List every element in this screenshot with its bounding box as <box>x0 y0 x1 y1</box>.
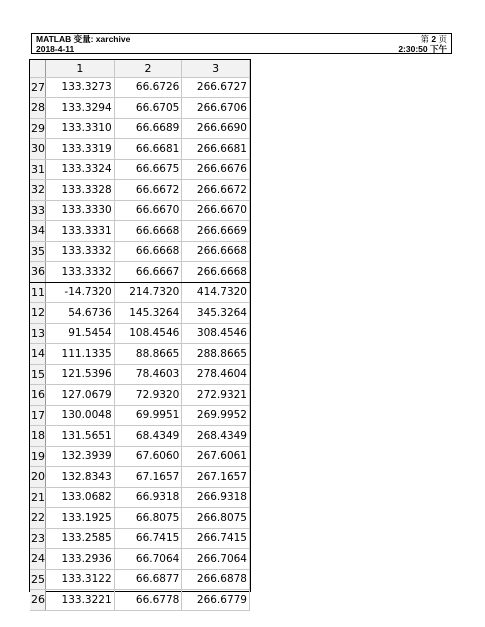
table-cell[interactable]: 133.1925 <box>46 508 115 529</box>
header-date: 2018-4-11 <box>36 44 75 54</box>
table-cell[interactable]: 145.3264 <box>114 303 182 324</box>
table-cell[interactable]: 131.5651 <box>46 426 115 447</box>
table-row <box>30 446 250 467</box>
table-row <box>30 487 250 508</box>
column-header[interactable]: 2 <box>114 60 182 77</box>
table-row <box>30 159 250 180</box>
table-cell[interactable]: 133.3330 <box>46 200 115 221</box>
table-cell[interactable]: 266.6670 <box>182 200 250 221</box>
table-cell[interactable]: 133.3310 <box>46 118 115 139</box>
table-cell[interactable]: 267.6061 <box>182 446 250 467</box>
header-time: 2:30:50 下午 <box>398 44 447 54</box>
page-header <box>31 33 452 54</box>
table-cell[interactable]: 66.6778 <box>114 590 182 611</box>
row-header[interactable]: 24 <box>30 549 46 570</box>
table-cell[interactable]: 266.6779 <box>182 590 250 611</box>
table-cell[interactable]: 66.6670 <box>114 200 182 221</box>
table-cell[interactable]: 266.6690 <box>182 118 250 139</box>
page-number <box>398 34 447 44</box>
header-left <box>36 34 130 54</box>
table-cell[interactable]: 214.7320 <box>114 282 182 303</box>
table-cell[interactable]: 66.9318 <box>114 487 182 508</box>
table-cell[interactable]: 133.2936 <box>46 549 115 570</box>
table-cell[interactable]: 414.7320 <box>182 282 250 303</box>
table-row <box>30 385 250 406</box>
row-header[interactable]: 11 <box>30 282 46 303</box>
table-row <box>30 262 250 283</box>
table-cell[interactable]: 66.7064 <box>114 549 182 570</box>
row-header[interactable]: 16 <box>30 385 46 406</box>
table-cell[interactable]: 133.3273 <box>46 77 115 98</box>
table-row <box>30 241 250 262</box>
row-header[interactable]: 22 <box>30 508 46 529</box>
table-cell[interactable]: 133.3294 <box>46 98 115 119</box>
table-cell[interactable]: 133.3332 <box>46 262 115 283</box>
table-cell[interactable]: 130.0048 <box>46 405 115 426</box>
table-cell[interactable]: 66.7415 <box>114 528 182 549</box>
table-cell[interactable]: 266.6727 <box>182 77 250 98</box>
table-row <box>30 344 250 365</box>
row-header[interactable]: 21 <box>30 487 46 508</box>
table-cell[interactable]: 66.6689 <box>114 118 182 139</box>
table-cell[interactable]: 308.4546 <box>182 323 250 344</box>
table-cell[interactable]: 267.1657 <box>182 467 250 488</box>
table-cell[interactable]: 266.6672 <box>182 180 250 201</box>
table-cell[interactable]: 266.7064 <box>182 549 250 570</box>
table-cell[interactable]: 66.6675 <box>114 159 182 180</box>
table-cell[interactable]: 266.6676 <box>182 159 250 180</box>
row-header[interactable]: 34 <box>30 221 46 242</box>
table-row <box>30 221 250 242</box>
table-cell[interactable]: 133.3328 <box>46 180 115 201</box>
table-cell[interactable]: 133.3122 <box>46 569 115 590</box>
page-num: 2 <box>431 34 437 44</box>
table-cell[interactable]: 111.1335 <box>46 344 115 365</box>
table-cell[interactable]: 345.3264 <box>182 303 250 324</box>
table-cell[interactable]: 266.6681 <box>182 139 250 160</box>
table-row <box>30 200 250 221</box>
table-cell[interactable]: 66.8075 <box>114 508 182 529</box>
table-row <box>30 282 250 303</box>
table-cell[interactable]: 72.9320 <box>114 385 182 406</box>
column-header[interactable]: 1 <box>46 60 115 77</box>
table-row <box>30 77 250 98</box>
table-cell[interactable]: 54.6736 <box>46 303 115 324</box>
column-header[interactable]: 3 <box>182 60 250 77</box>
table-cell[interactable]: 133.3324 <box>46 159 115 180</box>
table-cell[interactable]: 132.3939 <box>46 446 115 467</box>
table-cell[interactable]: 108.4546 <box>114 323 182 344</box>
table-cell[interactable]: 66.6877 <box>114 569 182 590</box>
row-header[interactable]: 29 <box>30 118 46 139</box>
row-header[interactable]: 31 <box>30 159 46 180</box>
table-cell[interactable]: 266.6668 <box>182 262 250 283</box>
row-header[interactable]: 25 <box>30 569 46 590</box>
table-cell[interactable]: 88.8665 <box>114 344 182 365</box>
table-row <box>30 549 250 570</box>
table-cell[interactable]: 269.9952 <box>182 405 250 426</box>
table-row <box>30 528 250 549</box>
table-row <box>30 303 250 324</box>
table-cell[interactable]: 133.3319 <box>46 139 115 160</box>
row-header[interactable]: 12 <box>30 303 46 324</box>
row-header[interactable]: 17 <box>30 405 46 426</box>
row-header[interactable]: 28 <box>30 98 46 119</box>
page-prefix: 第 <box>420 34 429 44</box>
table-cell[interactable]: 121.5396 <box>46 364 115 385</box>
row-header[interactable]: 20 <box>30 467 46 488</box>
table-cell[interactable]: 266.9318 <box>182 487 250 508</box>
table-cell[interactable]: 133.3221 <box>46 590 115 611</box>
column-header-row <box>30 60 250 77</box>
row-header[interactable]: 36 <box>30 262 46 283</box>
table-cell[interactable]: 66.6681 <box>114 139 182 160</box>
table-row <box>30 118 250 139</box>
table-cell[interactable]: -14.7320 <box>46 282 115 303</box>
table-cell[interactable]: 266.6668 <box>182 241 250 262</box>
table-row <box>30 323 250 344</box>
row-header[interactable]: 30 <box>30 139 46 160</box>
row-header[interactable]: 33 <box>30 200 46 221</box>
table-cell[interactable]: 133.3331 <box>46 221 115 242</box>
page-suffix: 页 <box>438 34 447 44</box>
table-cell[interactable]: 266.6878 <box>182 569 250 590</box>
table-cell[interactable]: 266.6669 <box>182 221 250 242</box>
table-row <box>30 139 250 160</box>
table-cell[interactable]: 67.6060 <box>114 446 182 467</box>
table-cell[interactable]: 133.3332 <box>46 241 115 262</box>
table-cell[interactable]: 66.6667 <box>114 262 182 283</box>
table-row <box>30 426 250 447</box>
table-body <box>30 77 250 610</box>
table-cell[interactable]: 66.6668 <box>114 241 182 262</box>
table-cell[interactable]: 272.9321 <box>182 385 250 406</box>
table-row <box>30 405 250 426</box>
table-cell[interactable]: 278.4604 <box>182 364 250 385</box>
table-row <box>30 569 250 590</box>
table-row <box>30 98 250 119</box>
table-cell[interactable]: 78.4603 <box>114 364 182 385</box>
row-header[interactable]: 26 <box>30 590 46 611</box>
table-cell[interactable]: 132.8343 <box>46 467 115 488</box>
table-row <box>30 364 250 385</box>
row-header[interactable]: 19 <box>30 446 46 467</box>
table-cell[interactable]: 69.9951 <box>114 405 182 426</box>
table-cell[interactable]: 133.2585 <box>46 528 115 549</box>
data-grid <box>30 60 250 611</box>
row-header[interactable]: 35 <box>30 241 46 262</box>
row-header[interactable]: 32 <box>30 180 46 201</box>
header-right <box>398 34 447 54</box>
table-cell[interactable]: 268.4349 <box>182 426 250 447</box>
table-cell[interactable]: 66.6726 <box>114 77 182 98</box>
row-header[interactable]: 27 <box>30 77 46 98</box>
table-cell[interactable]: 127.0679 <box>46 385 115 406</box>
table-row <box>30 508 250 529</box>
table-cell[interactable]: 288.8665 <box>182 344 250 365</box>
table-cell[interactable]: 66.6668 <box>114 221 182 242</box>
table-cell[interactable]: 266.6706 <box>182 98 250 119</box>
table-row <box>30 590 250 611</box>
table-cell[interactable]: 91.5454 <box>46 323 115 344</box>
table-cell[interactable]: 266.7415 <box>182 528 250 549</box>
table-cell[interactable]: 266.8075 <box>182 508 250 529</box>
table-cell[interactable]: 67.1657 <box>114 467 182 488</box>
row-header[interactable]: 14 <box>30 344 46 365</box>
variable-table <box>29 59 251 607</box>
table-cell[interactable]: 66.6672 <box>114 180 182 201</box>
table-cell[interactable]: 133.0682 <box>46 487 115 508</box>
header-title: MATLAB 变量: xarchive <box>36 34 131 44</box>
row-header[interactable]: 18 <box>30 426 46 447</box>
row-header[interactable]: 23 <box>30 528 46 549</box>
row-header[interactable]: 15 <box>30 364 46 385</box>
table-cell[interactable]: 66.6705 <box>114 98 182 119</box>
corner-cell <box>30 60 46 77</box>
table-row <box>30 467 250 488</box>
table-row <box>30 180 250 201</box>
table-cell[interactable]: 68.4349 <box>114 426 182 447</box>
row-header[interactable]: 13 <box>30 323 46 344</box>
